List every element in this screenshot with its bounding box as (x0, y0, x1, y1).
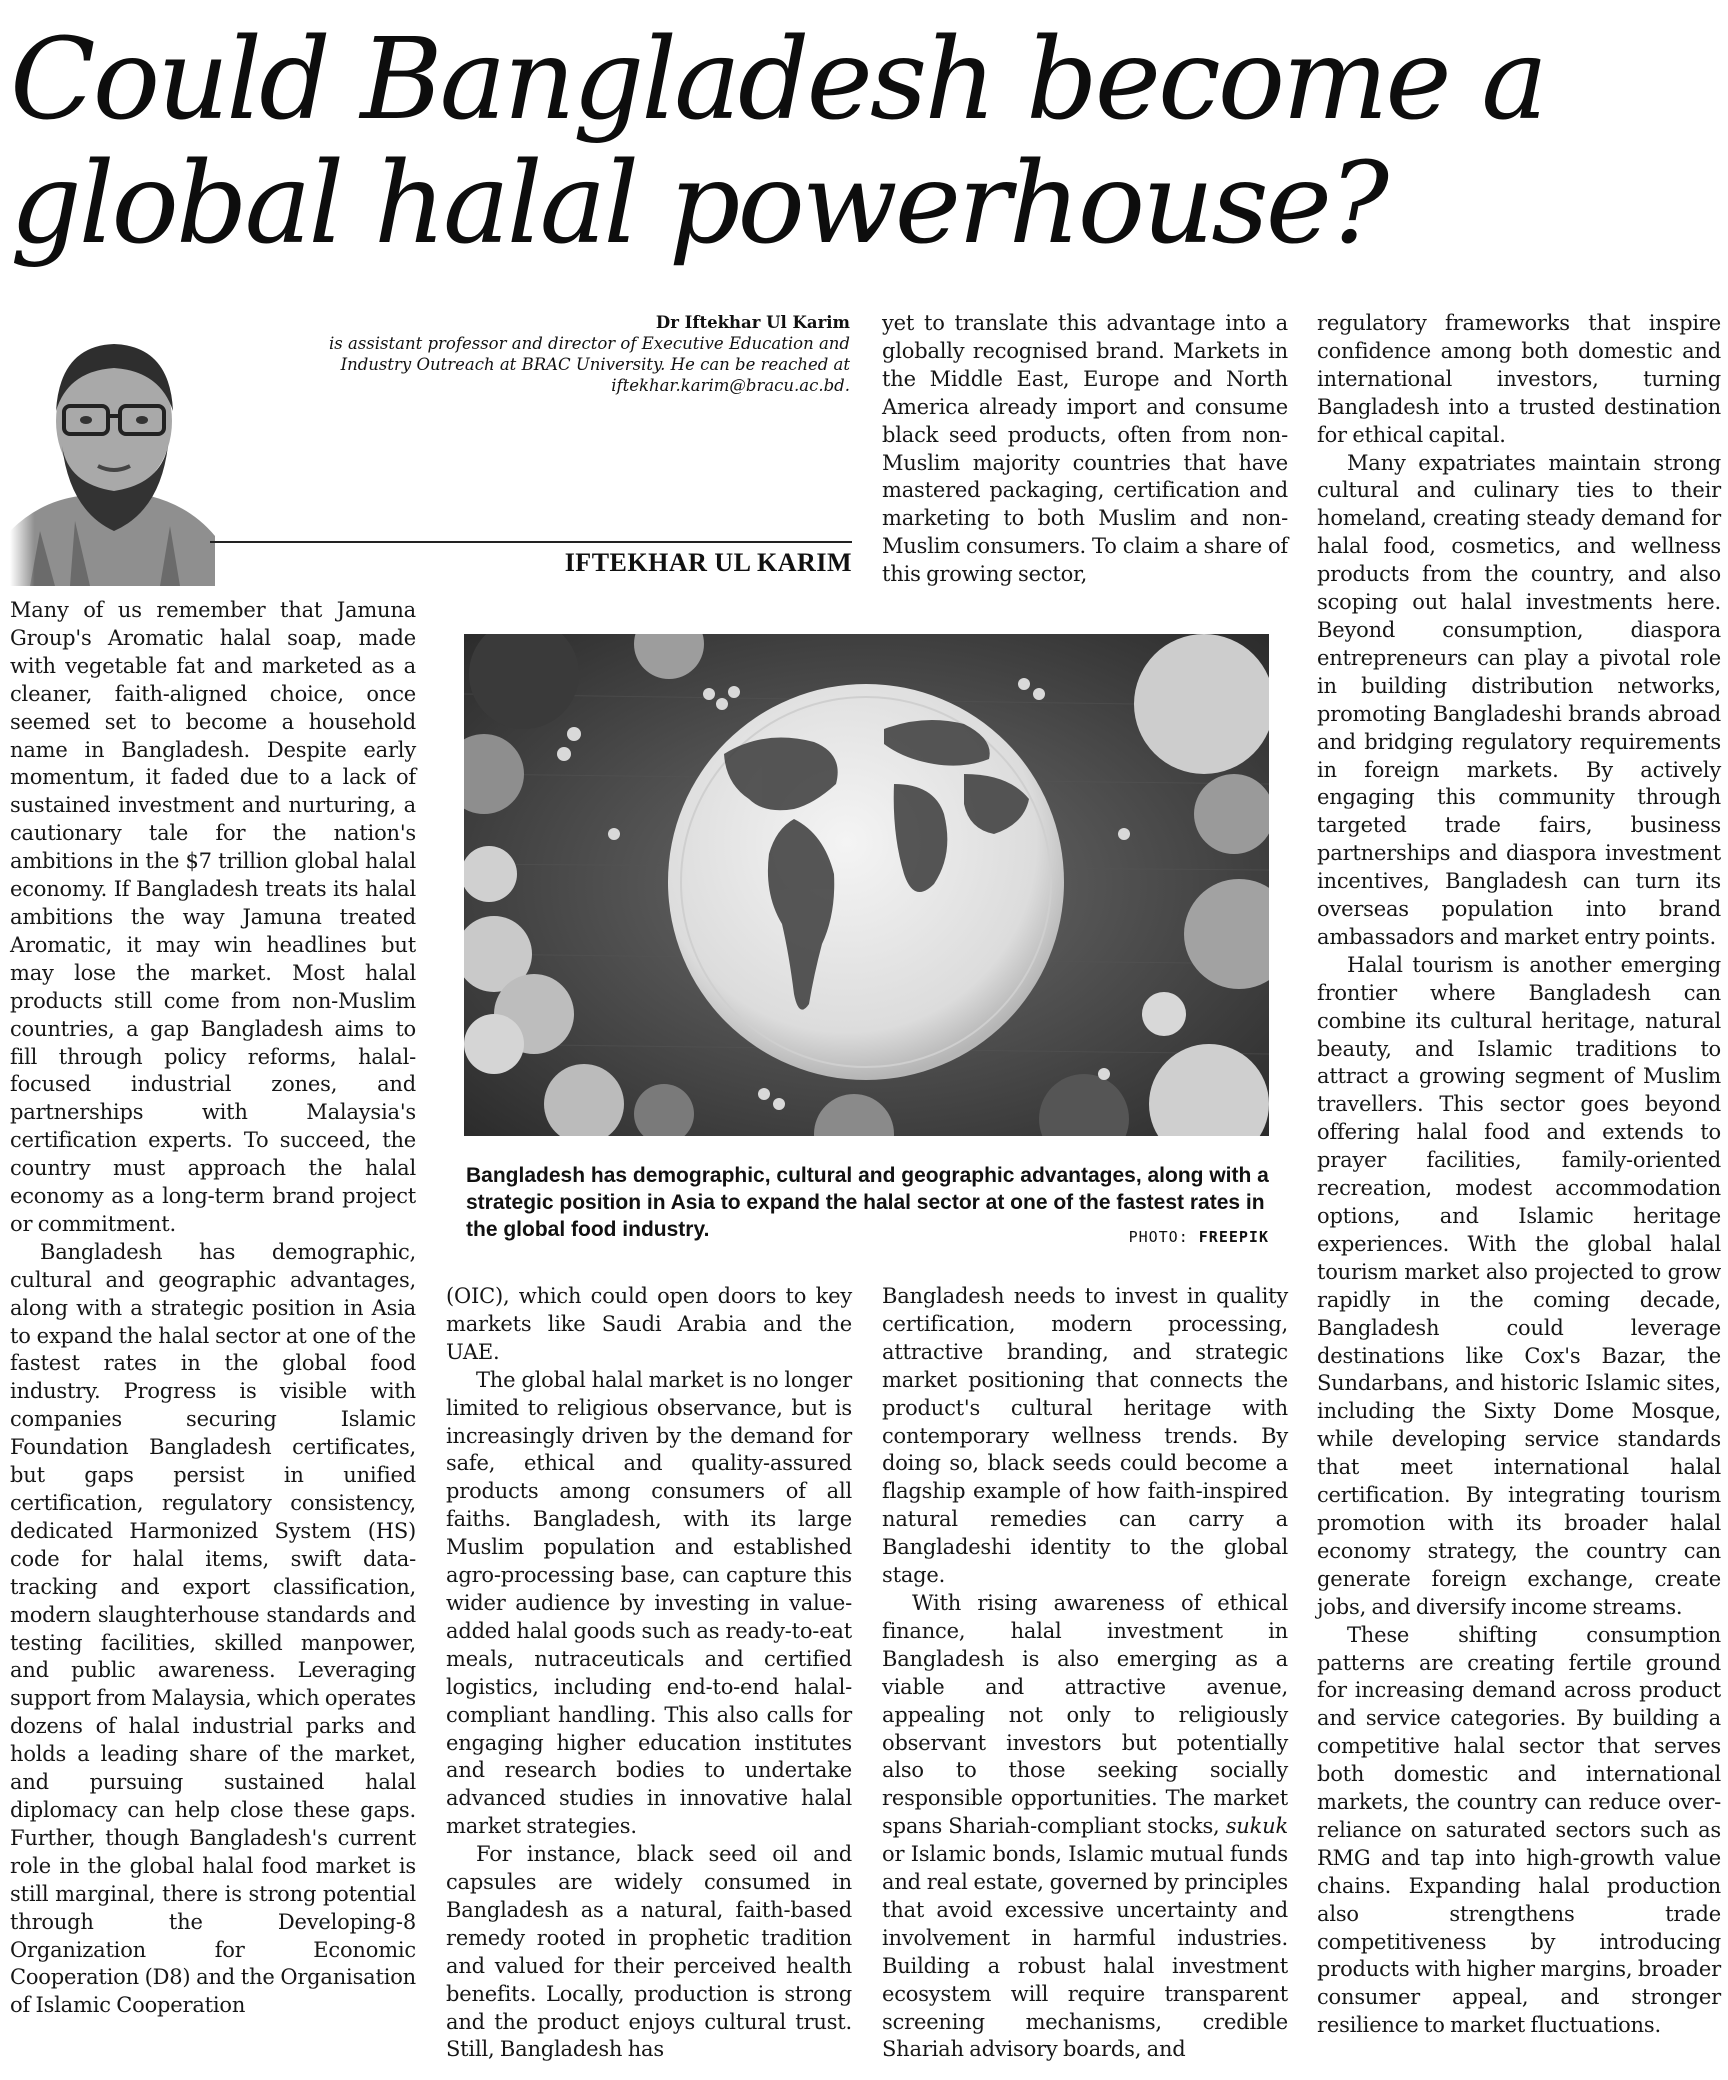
credit-label: PHOTO: (1128, 1228, 1189, 1246)
paragraph: yet to translate this advantage into a globally recognised brand. Markets in the Middle East, Europe and North America already import and consume black seed products, often from non-Muslim majority countries that have mastered packaging, certification and marketing to both Muslim and non-Muslim consumers. To claim a share of this growing sector, (882, 311, 1288, 587)
article-photo (464, 634, 1269, 1136)
paragraph: Halal tourism is another emerging frontier where Bangladesh can combine its cultural heritage, natural beauty, and Islamic traditions to attract a growing segment of Muslim travellers. This sector goes beyond offering halal food and extends to prayer facilities, family-oriented recreation, modest accommodation options, and Islamic heritage experiences. With the global halal tourism market also projected to grow rapidly in the coming decade, Bangladesh could leverage destinations like Cox's Bazar, the Sundarbans, and historic Islamic sites, including the Sixty Dome Mosque, while developing service standards that meet international halal certification. By integrating tourism promotion with its broader halal economy strategy, the country can generate foreign exchange, create jobs, and diversify income streams. (1317, 952, 1721, 1619)
byline-divider (210, 541, 852, 543)
article-column-4 (1317, 310, 1721, 2075)
italic-term: sukuk (1225, 1814, 1288, 1839)
paragraph: Bangladesh needs to invest in quality certification, modern processing, attractive branding, and strategic market positioning that connects the product's cultural heritage with contemporary wellness trends. By doing so, black seeds could become a flagship example of how faith-inspired natural remedies can carry a Bangladeshi identity to the global stage. (882, 1284, 1288, 1588)
paragraph (882, 1590, 1288, 2064)
paragraph: Many of us remember that Jamuna Group's Aromatic halal soap, made with vegetable fat and marketed as a cleaner, faith-aligned choice, once seemed set to become a household name in Bangladesh. Despite early momentum, it faded due to a lack of sustained investment and nurturing, a cautionary tale for the nation's ambitions in the $7 trillion global halal economy. If Bangladesh treats its halal ambitions the way Jamuna treated Aromatic, it may win headlines but may lose the market. Most halal products still come from non-Muslim countries, a gap Bangladesh aims to fill through policy reforms, halal-focused industrial zones, and partnerships with Malaysia's certification experts. To succeed, the country must approach the halal economy as a long-term brand project or commitment. (10, 598, 416, 1236)
article-column-3 (882, 1283, 1288, 2075)
author-name: Dr Iftekhar Ul Karim (655, 313, 850, 332)
credit-source: FREEPIK (1198, 1228, 1269, 1246)
author-bio (300, 312, 850, 396)
paragraph: Many expatriates maintain strong cultural and culinary ties to their homeland, creating steady demand for halal food, cosmetics, and wellness products from the country, and also scoping out halal investments here. Beyond consumption, diaspora entrepreneurs can play a pivotal role in building distribution networks, promoting Bangladeshi brands abroad and bridging regulatory requirements in foreign markets. By actively engaging this community through targeted trade fairs, business partnerships and diaspora investment incentives, Bangladesh can turn its overseas population into brand ambassadors and market entry points. (1317, 450, 1721, 949)
article-column-2 (446, 1283, 852, 2075)
byline: IFTEKHAR UL KARIM (564, 548, 852, 577)
paragraph: For instance, black seed oil and capsules are widely consumed in Bangladesh as a natural, faith-based remedy rooted in prophetic tradition and valued for their perceived health benefits. Locally, production is strong and the product enjoys cultural trust. Still, Bangladesh has (446, 1842, 852, 2062)
paragraph: These shifting consumption patterns are creating fertile ground for increasing demand across product and service categories. By building a competitive halal sector that serves both domestic and international markets, the country can reduce over-reliance on saturated sectors such as RMG and tap into high-growth value chains. Expanding halal production also strengthens trade competitiveness by introducing products with higher margins, broader consumer appeal, and stronger resilience to market fluctuations. (1317, 1622, 1721, 2038)
photo-credit (1100, 1228, 1269, 1246)
article-column-1 (10, 597, 416, 2075)
photo-caption: Bangladesh has demographic, cultural and geographic advantages, along with a strategic position in Asia to expand the halal sector at one of the fastest rates in the global food industry. (466, 1164, 1269, 1241)
paragraph: The global halal market is no longer limited to religious observance, but is increasingly driven by the demand for safe, ethical and quality-assured products among consumers of all faiths. Bangladesh, with its large Muslim population and established agro-processing base, can capture this wider audience by investing in value-added halal goods such as ready-to-eat meals, nutraceuticals and certified logistics, including end-to-end halal-compliant handling. This also calls for engaging higher education institutes and research bodies to undertake advanced studies in innovative halal market strategies. (446, 1367, 852, 1839)
author-description: is assistant professor and director of Executive Education and Industry Outreach at BRAC University. He can be reached at iftekhar.karim@bracu.ac.bd. (329, 334, 850, 395)
paragraph: regulatory frameworks that inspire confidence among both domestic and international investors, turning Bangladesh into a trusted destination for ethical capital. (1317, 311, 1721, 447)
article-column-3-top (882, 310, 1288, 592)
paragraph: Bangladesh has demographic, cultural and geographic advantages, along with a strategic position in Asia to expand the halal sector at one of the fastest rates in the global food industry. Progress is visible with companies securing Islamic Foundation Bangladesh certificates, but gaps persist in unified certification, regulatory consistency, dedicated Harmonized System (HS) code for halal items, swift data-tracking and export classification, modern slaughterhouse standards and testing facilities, skilled manpower, and public awareness. Leveraging support from Malaysia, which operates dozens of halal industrial parks and holds a leading share of the market, and pursuing sustained halal diplomacy can help close these gaps. Further, though Bangladesh's current role in the global halal food market is still marginal, there is strong potential through the Developing-8 Organization for Economic Cooperation (D8) and the Organisation of Islamic Cooperation (10, 1239, 417, 2018)
author-portrait (10, 316, 215, 586)
text-run: With rising awareness of ethical finance, halal investment in Bangladesh is also emerging as a viable and attractive avenue, appealing not only to religiously observant investors but potentially also to those seeking socially responsible opportunities. The market spans Shariah-compliant stocks, (882, 1590, 1288, 1839)
text-run: or Islamic bonds, Islamic mutual funds and real estate, governed by principles that avoid excessive uncertainty and involvement in harmful industries. Building a robust halal investment ecosystem will require transparent screening mechanisms, credible Shariah advisory boards, and (882, 1842, 1288, 2062)
paragraph: (OIC), which could open doors to key markets like Saudi Arabia and the UAE. (446, 1284, 852, 1364)
headline: Could Bangladesh become a global halal powerhouse? (10, 15, 1546, 269)
